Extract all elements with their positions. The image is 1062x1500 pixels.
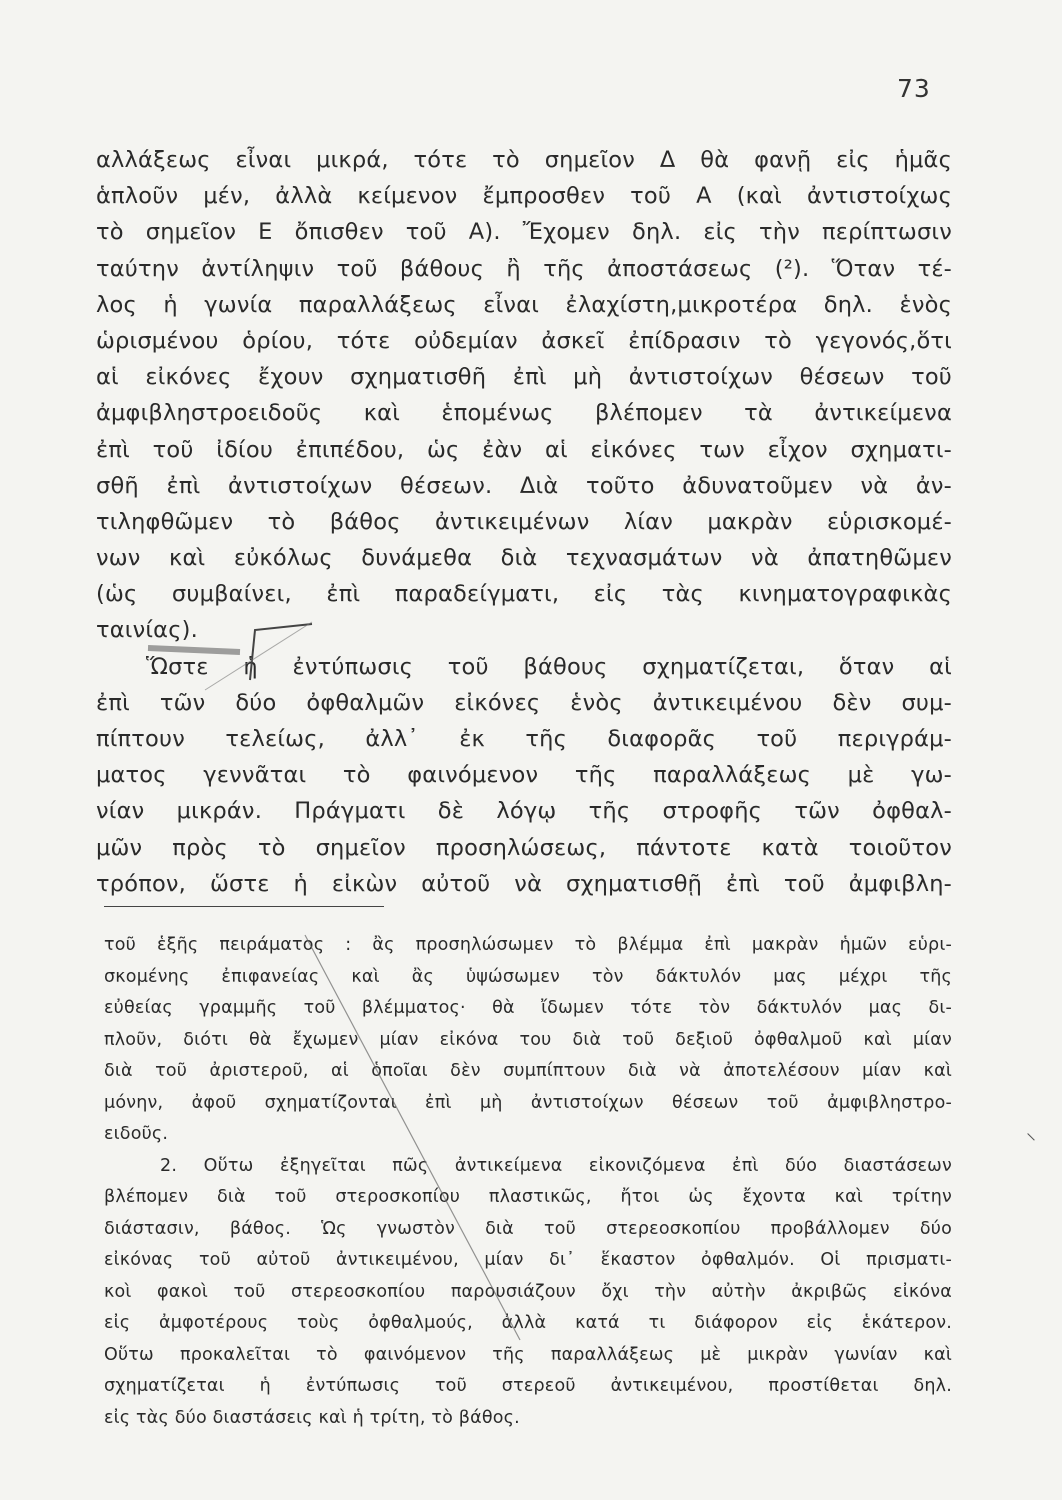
footnote-line: σκομένης ἐπιφανείας καὶ ἂς ὑψώσωμεν τὸν δάκτυλόν μας μέχρι τῆς (104, 966, 952, 987)
footnote-line: σχηματίζεται ἡ ἐντύπωσις τοῦ στερεοῦ ἀντικειμένου, προστίθεται δηλ. (104, 1376, 952, 1396)
body-line: αλλάξεως εἶναι μικρά, τότε τὸ σημεῖον Δ θὰ φανῇ εἰς ἡμᾶς (96, 147, 952, 173)
footnote-line: μόνην, ἀφοῦ σχηματίζονται ἐπὶ μὴ ἀντιστοίχων θέσεων τοῦ ἀμφιβληστρο- (104, 1092, 952, 1113)
body-line: τὸ σημεῖον Ε ὄπισθεν τοῦ Α). Ἔχομεν δηλ. εἰς τὴν περίπτωσιν (96, 219, 952, 246)
body-line: ἀμφιβληστροειδοῦς καὶ ἑπομένως βλέπομεν τὰ ἀντικείμενα (96, 400, 952, 427)
footnote-line: εὐθείας γραμμῆς τοῦ βλέμματος· θὰ ἴδωμεν τότε τὸν δάκτυλόν μας δι- (104, 998, 952, 1018)
body-line: ταινίας). (96, 617, 198, 644)
footnote-line: ειδοῦς. (104, 1124, 169, 1144)
footnote-line: διὰ τοῦ ἀριστεροῦ, αἱ ὁποῖαι δὲν συμπίπτουν διὰ νὰ ἀποτελέσουν μίαν καὶ (104, 1061, 952, 1081)
body-line: ματος γεννᾶται τὸ φαινόμενον τῆς παραλλάξεως μὲ γω- (96, 762, 952, 789)
footnote-line: εἰς τὰς δύο διαστάσεις καὶ ἡ τρίτη, τὸ βάθος. (104, 1407, 520, 1428)
body-line: λος ἡ γωνία παραλλάξεως εἶναι ἐλαχίστη,μικροτέρα δηλ. ἑνὸς (96, 291, 952, 318)
body-line: μῶν πρὸς τὸ σημεῖον προσηλώσεως, πάντοτε κατὰ τοιοῦτον (96, 834, 952, 861)
margin-mark: ⸜ (1026, 1120, 1036, 1144)
body-text (96, 142, 952, 902)
footnote-line: τοῦ ἑξῆς πειράματος : ἂς προσηλώσωμεν τὸ βλέμμα ἐπὶ μακρὰν ἡμῶν εὑρι- (104, 935, 952, 955)
body-line: πίπτουν τελείως, ἀλλ᾽ ἐκ τῆς διαφορᾶς τοῦ περιγράμ- (96, 726, 952, 752)
footnote-line: διάστασιν, βάθος. Ὡς γνωστὸν διὰ τοῦ στερεοσκοπίου προβάλλομεν δύο (104, 1218, 952, 1239)
body-line: νων καὶ εὐκόλως δυνάμεθα διὰ τεχνασμάτων νὰ ἀπατηθῶμεν (96, 545, 952, 572)
footnote-line: Οὕτω προκαλεῖται τὸ φαινόμενον τῆς παραλλάξεως μὲ μικρὰν γωνίαν καὶ (104, 1344, 952, 1365)
body-line: τιληφθῶμεν τὸ βάθος ἀντικειμένων λίαν μακρὰν εὑρισκομέ- (96, 508, 952, 535)
body-line: νίαν μικράν. Πράγματι δὲ λόγῳ τῆς στροφῆς τῶν ὀφθαλ- (96, 798, 952, 825)
body-line: ἐπὶ τοῦ ἰδίου ἐπιπέδου, ὡς ἐὰν αἱ εἰκόνες των εἶχον σχηματι- (96, 436, 952, 463)
footnote-line: πλοῦν, διότι θὰ ἔχωμεν μίαν εἰκόνα του διὰ τοῦ δεξιοῦ ὀφθαλμοῦ καὶ μίαν (104, 1029, 952, 1050)
footnote-line: εἰς ἀμφοτέρους τοὺς ὀφθαλμούς, ἀλλὰ κατά τι διάφορον εἰς ἑκάτερον. (104, 1313, 952, 1333)
footnote-line: βλέπομεν διὰ τοῦ στεροσκοπίου πλαστικῶς, ἤτοι ὡς ἔχοντα καὶ τρίτην (104, 1187, 952, 1207)
paragraph-start-line: Ὥστε ἡ ἐντύπωσις τοῦ βάθους σχηματίζεται, ὅταν αἱ (146, 653, 952, 680)
footnote-divider (104, 906, 384, 907)
footnote-line: κοὶ φακοὶ τοῦ στερεοσκοπίου παρουσιάζουν ὄχι τὴν αὐτὴν ἀκριβῶς εἰκόνα (104, 1281, 952, 1302)
body-line: ἁπλοῦν μέν, ἀλλὰ κείμενον ἔμπροσθεν τοῦ Α (καὶ ἀντιστοίχως (96, 183, 952, 210)
body-line: (ὡς συμβαίνει, ἐπὶ παραδείγματι, εἰς τὰς κινηματογραφικὰς (96, 581, 952, 608)
body-line: τρόπον, ὥστε ἡ εἰκὼν αὐτοῦ νὰ σχηματισθῇ ἐπὶ τοῦ ἀμφιβλη- (96, 870, 952, 897)
body-line: αἱ εἰκόνες ἔχουν σχηματισθῆ ἐπὶ μὴ ἀντιστοίχων θέσεων τοῦ (96, 364, 952, 391)
footnote-start-line: 2. Οὕτω ἐξηγεῖται πῶς ἀντικείμενα εἰκονιζόμενα ἐπὶ δύο διαστάσεων (160, 1155, 952, 1176)
body-line: ὡρισμένου ὁρίου, τότε οὐδεμίαν ἀσκεῖ ἐπίδρασιν τὸ γεγονός,ὅτι (96, 327, 952, 354)
footnote-line: εἰκόνας τοῦ αὐτοῦ ἀντικειμένου, μίαν δι᾽ ἕκαστον ὀφθαλμόν. Οἱ πρισματι- (104, 1250, 952, 1270)
body-line: ταύτην ἀντίληψιν τοῦ βάθους ἢ τῆς ἀποστάσεως (²). Ὅταν τέ- (96, 255, 952, 282)
body-line: σθῆ ἐπὶ ἀντιστοίχων θέσεων. Διὰ τοῦτο ἀδυνατοῦμεν νὰ ἀν- (96, 472, 952, 499)
page-number: 73 (897, 74, 931, 103)
body-line: ἐπὶ τῶν δύο ὀφθαλμῶν εἰκόνες ἑνὸς ἀντικειμένου δὲν συμ- (96, 689, 952, 716)
footnotes (104, 930, 952, 1434)
